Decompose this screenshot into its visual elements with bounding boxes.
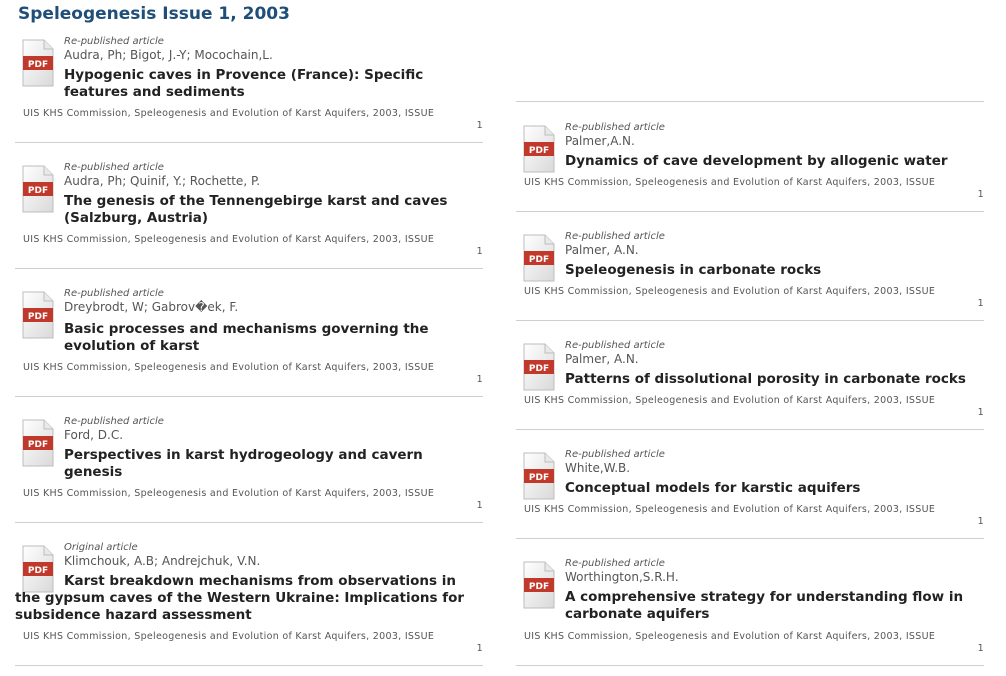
article-authors: Ford, D.C.: [64, 428, 124, 442]
article-source: [23, 234, 483, 258]
article-item: [15, 162, 483, 269]
article-source: [524, 504, 984, 528]
pdf-label: PDF: [27, 60, 49, 70]
source-line: UIS KHS Commission, Speleogenesis and Evolution of Karst Aquifers, 2003, ISSUE: [524, 177, 936, 188]
article-title-link[interactable]: Karst breakdown mechanisms from observations in the gypsum caves of the Western Ukraine: Implications for subsidence hazard assessment: [15, 573, 465, 623]
source-line: UIS KHS Commission, Speleogenesis and Evolution of Karst Aquifers, 2003, ISSUE: [524, 286, 936, 297]
article-type: Re-published article: [64, 162, 164, 173]
source-issue: 1: [977, 407, 984, 418]
article-type: Original article: [64, 542, 138, 553]
pdf-label: PDF: [528, 582, 550, 592]
source-line: UIS KHS Commission, Speleogenesis and Evolution of Karst Aquifers, 2003, ISSUE: [23, 362, 435, 373]
pdf-file-icon[interactable]: [523, 343, 555, 391]
article-type: Re-published article: [64, 416, 164, 427]
pdf-label: PDF: [528, 364, 550, 374]
article-title-link[interactable]: A comprehensive strategy for understanding flow in carbonate aquifers: [565, 589, 964, 622]
article-type: Re-published article: [64, 36, 164, 47]
article-item: [516, 231, 984, 321]
article-type: Re-published article: [565, 122, 665, 133]
article-title-link[interactable]: Hypogenic caves in Provence (France): Specific features and sediments: [64, 67, 424, 100]
article-source: [23, 488, 483, 512]
source-issue: 1: [476, 246, 483, 257]
article-type: Re-published article: [565, 449, 665, 460]
pdf-file-icon[interactable]: [22, 291, 54, 339]
pdf-label: PDF: [27, 186, 49, 196]
pdf-label: PDF: [27, 566, 49, 576]
source-line: UIS KHS Commission, Speleogenesis and Evolution of Karst Aquifers, 2003, ISSUE: [23, 108, 435, 119]
pdf-file-icon[interactable]: [523, 125, 555, 173]
article-title-link[interactable]: Patterns of dissolutional porosity in carbonate rocks: [565, 371, 966, 387]
source-issue: 1: [476, 374, 483, 385]
pdf-file-icon[interactable]: [22, 39, 54, 87]
article-source: [23, 362, 483, 386]
pdf-file-icon[interactable]: [523, 234, 555, 282]
source-issue: 1: [476, 643, 483, 654]
article-type: Re-published article: [64, 288, 164, 299]
article-authors: Audra, Ph; Bigot, J.-Y; Mocochain,L.: [64, 48, 273, 62]
article-title-link[interactable]: Speleogenesis in carbonate rocks: [565, 262, 822, 278]
article-authors: Dreybrodt, W; Gabrov�ek, F.: [64, 300, 239, 314]
pdf-file-icon[interactable]: [523, 561, 555, 609]
source-issue: 1: [977, 516, 984, 527]
article-type: Re-published article: [565, 340, 665, 351]
pdf-label: PDF: [528, 473, 550, 483]
article-item: [15, 288, 483, 397]
article-source: [524, 631, 984, 655]
article-item: [516, 558, 984, 666]
source-line: UIS KHS Commission, Speleogenesis and Evolution of Karst Aquifers, 2003, ISSUE: [524, 504, 936, 515]
source-issue: 1: [977, 298, 984, 309]
source-line: UIS KHS Commission, Speleogenesis and Evolution of Karst Aquifers, 2003, ISSUE: [23, 234, 435, 245]
article-title-link[interactable]: Perspectives in karst hydrogeology and cavern genesis: [64, 447, 423, 480]
page-title: Speleogenesis Issue 1, 2003: [18, 4, 290, 24]
article-type: Re-published article: [565, 558, 665, 569]
source-line: UIS KHS Commission, Speleogenesis and Evolution of Karst Aquifers, 2003, ISSUE: [524, 631, 936, 642]
pdf-label: PDF: [27, 440, 49, 450]
article-source: [524, 395, 984, 419]
article-item: [516, 340, 984, 430]
article-authors: Audra, Ph; Quinif, Y.; Rochette, P.: [64, 174, 261, 188]
article-authors: Palmer, A.N.: [565, 352, 639, 366]
source-line: UIS KHS Commission, Speleogenesis and Evolution of Karst Aquifers, 2003, ISSUE: [23, 631, 435, 642]
article-title-link[interactable]: The genesis of the Tennengebirge karst and caves (Salzburg, Austria): [64, 193, 448, 226]
source-issue: 1: [476, 120, 483, 131]
divider: [516, 101, 984, 102]
article-authors: Palmer, A.N.: [565, 243, 639, 257]
source-line: UIS KHS Commission, Speleogenesis and Evolution of Karst Aquifers, 2003, ISSUE: [23, 488, 435, 499]
pdf-label: PDF: [27, 312, 49, 322]
pdf-label: PDF: [528, 146, 550, 156]
source-line: UIS KHS Commission, Speleogenesis and Evolution of Karst Aquifers, 2003, ISSUE: [524, 395, 936, 406]
pdf-file-icon[interactable]: [22, 419, 54, 467]
article-item: [15, 36, 483, 143]
article-item: [516, 122, 984, 212]
article-item: [15, 542, 483, 666]
article-authors: Worthington,S.R.H.: [565, 570, 679, 584]
source-issue: 1: [476, 500, 483, 511]
article-source: [23, 108, 483, 132]
source-issue: 1: [977, 643, 984, 654]
article-source: [524, 286, 984, 310]
article-type: Re-published article: [565, 231, 665, 242]
article-authors: White,W.B.: [565, 461, 631, 475]
article-authors: Palmer,A.N.: [565, 134, 635, 148]
pdf-file-icon[interactable]: [523, 452, 555, 500]
article-title-link[interactable]: Dynamics of cave development by allogenic water: [565, 153, 948, 169]
article-source: [23, 631, 483, 655]
article-item: [15, 416, 483, 523]
article-source: [524, 177, 984, 201]
article-item: [516, 449, 984, 539]
article-title-link[interactable]: Basic processes and mechanisms governing the evolution of karst: [64, 321, 429, 354]
source-issue: 1: [977, 189, 984, 200]
article-title-link[interactable]: Conceptual models for karstic aquifers: [565, 480, 861, 496]
pdf-file-icon[interactable]: [22, 165, 54, 213]
article-authors: Klimchouk, A.B; Andrejchuk, V.N.: [64, 554, 261, 568]
pdf-label: PDF: [528, 255, 550, 265]
